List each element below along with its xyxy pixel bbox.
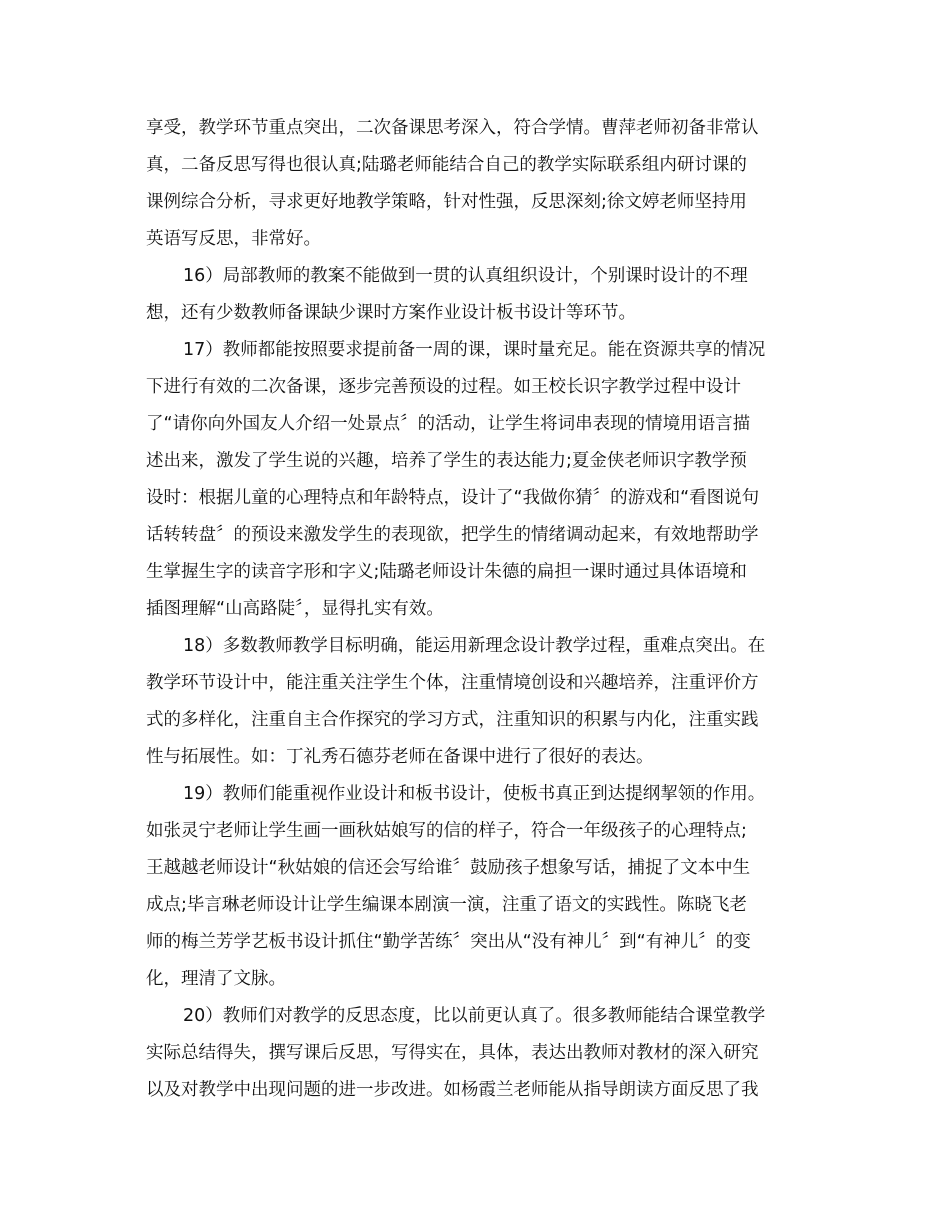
text-line: 享受，教学环节重点突出，二次备课思考深入，符合学情。曹萍老师初备非常认 — [146, 118, 759, 138]
text-line: 述出来，激发了学生说的兴趣，培养了学生的表达能力;夏金侠老师识字教学预 — [146, 451, 747, 471]
text-line: 英语写反思，非常好。 — [146, 229, 321, 249]
text-line: 教学环节设计中，能注重关注学生个体，注重情境创设和兴趣培养，注重评价方 — [146, 673, 759, 693]
text-line: 话转转盘〞的预设来激发学生的表现欲，把学生的情绪调动起来，有效地帮助学 — [146, 525, 759, 545]
text-line: 以及对教学中出现问题的进一步改进。如杨霞兰老师能从指导朗读方面反思了我 — [146, 1080, 759, 1100]
text-line: 生掌握生字的读音字形和字义;陆璐老师设计朱德的扁担一课时通过具体语境和 — [146, 562, 747, 582]
text-line: 了“请你向外国友人介绍一处景点〞的活动，让学生将词串表现的情境用语言描 — [146, 414, 751, 434]
document-body — [146, 110, 806, 1109]
text-line: 插图理解“山高路陡〞，显得扎实有效。 — [146, 599, 444, 619]
text-line: 20）教师们对教学的反思态度，比以前更认真了。很多教师能结合课堂教学 — [183, 1006, 766, 1026]
text-line: 真，二备反思写得也很认真;陆璐老师能结合自己的教学实际联系组内研讨课的 — [146, 155, 747, 175]
text-line: 式的多样化，注重自主合作探究的学习方式，注重知识的积累与内化，注重实践 — [146, 710, 759, 730]
text-line: 18）多数教师教学目标明确，能运用新理念设计教学过程，重难点突出。在 — [183, 636, 766, 656]
text-line: 下进行有效的二次备课，逐步完善预设的过程。如王校长识字教学过程中设计 — [146, 377, 741, 397]
text-line: 师的梅兰芳学艺板书设计抓住“勤学苦练〞突出从“没有神儿〞到“有神儿〞的变 — [146, 932, 751, 952]
text-line: 实际总结得失，撰写课后反思，写得实在，具体，表达出教师对教材的深入研究 — [146, 1043, 759, 1063]
text-line: 16）局部教师的教案不能做到一贯的认真组织设计，个别课时设计的不理 — [183, 266, 748, 286]
text-line: 想，还有少数教师备课缺少课时方案作业设计板书设计等环节。 — [146, 303, 636, 323]
text-line: 19）教师们能重视作业设计和板书设计，使板书真正到达提纲挈领的作用。 — [183, 784, 766, 804]
text-line: 设时：根据儿童的心理特点和年龄特点，设计了“我做你猜〞的游戏和“看图说句 — [146, 488, 760, 508]
text-line: 成点;毕言琳老师设计让学生编课本剧演一演，注重了语文的实践性。陈晓飞老 — [146, 895, 747, 915]
text-line: 王越越老师设计“秋姑娘的信还会写给谁〞鼓励孩子想象写话，捕捉了文本中生 — [146, 858, 751, 878]
text-line: 如张灵宁老师让学生画一画秋姑娘写的信的样子，符合一年级孩子的心理特点; — [146, 821, 747, 841]
text-line: 17）教师都能按照要求提前备一周的课，课时量充足。能在资源共享的情况 — [183, 340, 766, 360]
text-line: 性与拓展性。如：丁礼秀石德芬老师在备课中进行了很好的表达。 — [146, 747, 654, 767]
text-line: 化，理清了文脉。 — [146, 969, 286, 989]
text-line: 课例综合分析，寻求更好地教学策略，针对性强，反思深刻;徐文婷老师坚持用 — [146, 192, 747, 212]
